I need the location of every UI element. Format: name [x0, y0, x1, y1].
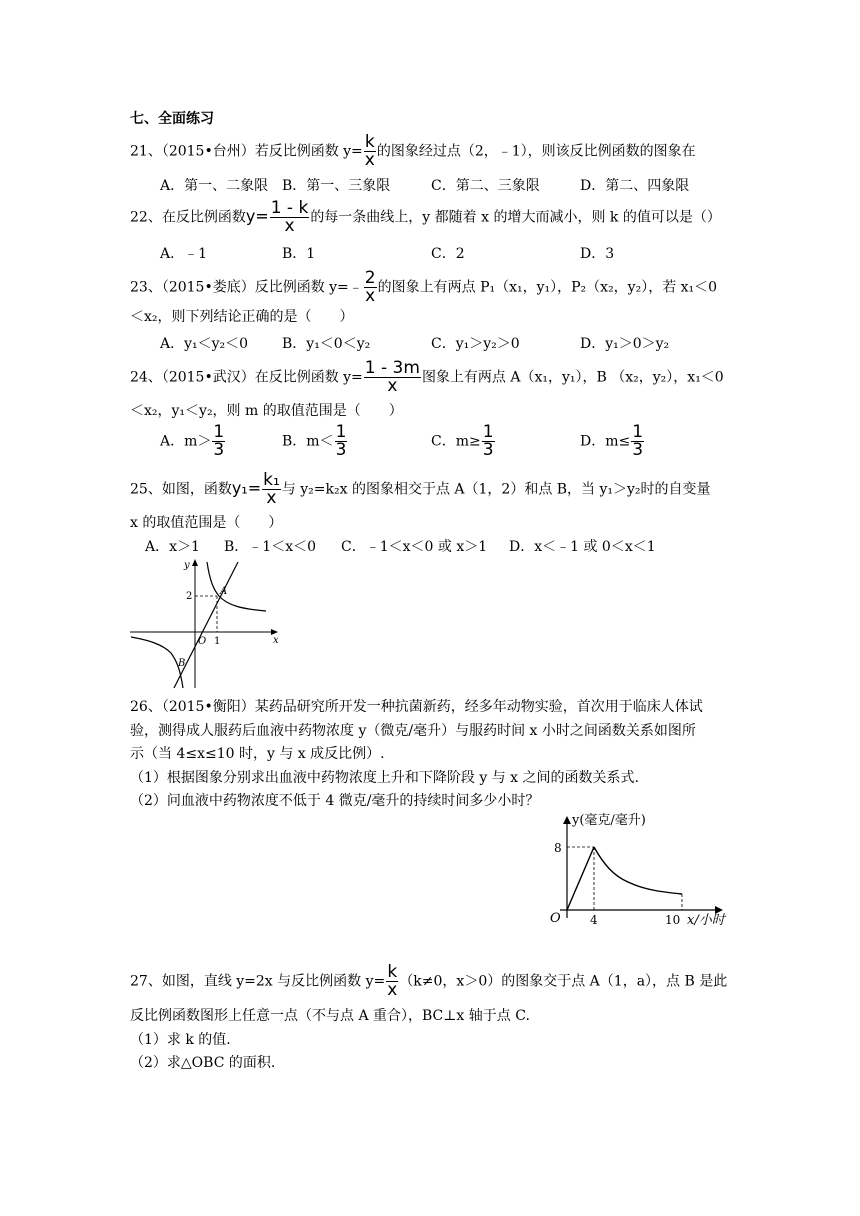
q23-stem: [130, 270, 717, 305]
q25-frac-den: x: [262, 489, 281, 507]
q25-suffix: 与 y₂=k₂x 的图象相交于点 A（1，2）和点 B，当 y₁＞y₂时的自变量: [281, 481, 711, 498]
q27-prefix: 27、如图，直线 y=2x 与反比例函数 y=: [130, 973, 386, 990]
q27-suffix: （k≠0，x＞0）的图象交于点 A（1，a），点 B 是此: [399, 973, 728, 990]
q22-stem: [130, 200, 721, 235]
q22-option-b: B．1: [282, 246, 316, 262]
q26-tick-10-label: 10: [665, 913, 681, 927]
q27-stem: [130, 964, 727, 999]
q24-option-a-label: A．m＞: [160, 433, 212, 450]
q24-option-b-num: 1: [335, 422, 347, 442]
q25-option-a: A．x＞1: [145, 539, 200, 555]
q24-option-a-den: 3: [213, 440, 225, 460]
q24-option-a-num: 1: [213, 422, 225, 442]
q27-sub1: （1）求 k 的值.: [130, 1032, 231, 1048]
q26-y-label: y(毫克/毫升): [572, 813, 646, 828]
q26-sub2: （2）问血液中药物浓度不低于 4 微克/毫升的持续时间多少小时？: [130, 793, 540, 809]
q25-curve-q1: [207, 562, 266, 611]
section-title: 七、全面练习: [130, 111, 214, 127]
q21-option-c: C．第二、三象限: [431, 178, 540, 194]
q23-frac-den: x: [365, 286, 376, 306]
q25-curve-q3: [131, 637, 186, 688]
q26-sub1: （1）根据图象分别求出血液中药物浓度上升和下降阶段 y 与 x 之间的函数关系式.: [130, 770, 639, 786]
q25-stem: [130, 472, 711, 507]
q26-tick-4-label: 4: [590, 913, 598, 927]
q21-prefix: 21、（2015•台州）若反比例函数 y=: [130, 143, 363, 160]
q25-point-a-label: A: [220, 586, 228, 597]
q24-option-c-den: 3: [482, 440, 494, 460]
q23-frac-num: 2: [364, 268, 376, 288]
q26-decay-curve: [594, 847, 682, 894]
q24-prefix: 24、（2015•武汉）在反比例函数 y=: [130, 369, 363, 386]
q24-frac-num: 1 - 3m: [364, 358, 420, 378]
q27-fraction: [386, 964, 398, 999]
q22-fraction: [270, 200, 310, 235]
q27-frac-den: x: [387, 980, 398, 1000]
q25-point-b-label: B: [178, 658, 186, 669]
q25-frac-num: k₁: [263, 470, 280, 490]
q22-y: y=: [245, 206, 269, 226]
q25-line-y2: [174, 562, 238, 688]
q24-option-a: [160, 424, 226, 459]
q25-option-d: D．x＜﹣1 或 0＜x＜1: [509, 539, 656, 555]
q24-option-b-label: B．m＜: [282, 433, 334, 450]
q25-option-b: B．﹣1＜x＜0: [224, 539, 316, 555]
q22-frac-den: x: [270, 217, 310, 235]
q24-stem: [130, 360, 724, 395]
q23-line2: ＜x₂，则下列结论正确的是（ ）: [130, 309, 354, 325]
q24-option-c: [431, 424, 496, 459]
q26-graph: [530, 810, 740, 932]
q25-x-label: x: [273, 635, 279, 646]
q24-option-d: [580, 424, 645, 459]
q25-origin-label: O: [198, 636, 207, 647]
q24-option-d-den: 3: [632, 440, 644, 460]
q22-frac-num: 1 - k: [270, 198, 309, 218]
q25-y-label: y: [184, 560, 190, 571]
q26-tick-8-label: 8: [554, 841, 562, 855]
q26-y-arrow: [563, 816, 571, 824]
q26-x-label: x/小时: [687, 913, 725, 928]
q22-option-d: D．3: [580, 246, 615, 262]
q25-prefix: 25、如图，函数: [130, 481, 232, 498]
q24-option-d-label: D．m≤: [580, 433, 631, 450]
q24-option-d-frac: [631, 424, 644, 459]
q23-option-a: A．y₁＜y₂＜0: [160, 336, 249, 352]
q22-prefix: 22、在反比例函数: [130, 209, 246, 226]
q26-line3: 示（当 4≤x≤10 时，y 与 x 成反比例）.: [130, 746, 385, 762]
q24-option-c-label: C．m≥: [431, 433, 481, 450]
q24-option-b: [282, 424, 348, 459]
q23-option-b: B．y₁＜0＜y₂: [282, 336, 371, 352]
q25-option-c: C．﹣1＜x＜0 或 x＞1: [341, 539, 488, 555]
q27-sub2: （2）求△OBC 的面积.: [130, 1055, 276, 1071]
q21-frac-den: x: [364, 150, 375, 170]
q26-rise-line: [567, 847, 594, 910]
q24-fraction: [364, 360, 421, 395]
q22-suffix: 的每一条曲线上，y 都随着 x 的增大而减小，则 k 的值可以是（）: [310, 209, 721, 226]
q22-option-c: C．2: [431, 246, 465, 262]
q27-line2: 反比例函数图形上任意一点（不与点 A 重合），BC⊥x 轴于点 C.: [130, 1008, 530, 1024]
q25-line2: x 的取值范围是（ ）: [130, 515, 283, 531]
q26-origin-label: O: [550, 911, 561, 926]
q23-prefix: 23、（2015•娄底）反比例函数 y=﹣: [130, 279, 363, 296]
q23-option-d: D．y₁＞0＞y₂: [580, 336, 670, 352]
q21-frac-num: k: [364, 132, 375, 152]
q21-stem: [130, 134, 696, 169]
q26-line1: 26、（2015•衡阳）某药品研究所开发一种抗菌新药，经多年动物实验，首次用于临床人体试: [130, 699, 703, 715]
q24-option-a-frac: [212, 424, 225, 459]
q24-option-c-num: 1: [482, 422, 494, 442]
q24-line2: ＜x₂，y₁＜y₂，则 m 的取值范围是（ ）: [130, 403, 403, 419]
q24-option-b-den: 3: [335, 440, 347, 460]
q25-graph: [128, 556, 280, 690]
q21-suffix: 的图象经过点（2，﹣1），则该反比例函数的图象在: [376, 143, 696, 160]
q25-y1: y₁=: [231, 478, 262, 498]
q25-tick-x-label: 1: [214, 636, 221, 647]
q24-frac-den: x: [364, 377, 421, 395]
q21-option-a: A．第一、二象限: [160, 178, 269, 194]
q23-suffix: 的图象上有两点 P₁（x₁，y₁），P₂（x₂，y₂），若 x₁＜0: [377, 279, 718, 296]
q25-y-arrow: [192, 559, 198, 566]
q25-fraction: [262, 472, 281, 507]
q22-option-a: A．﹣1: [160, 246, 208, 262]
q23-fraction: [364, 270, 377, 305]
q21-fraction: [364, 134, 376, 169]
q21-option-d: D．第二、四象限: [580, 178, 690, 194]
q24-option-c-frac: [482, 424, 495, 459]
q25-tick-y-label: 2: [186, 591, 193, 602]
q24-option-d-num: 1: [632, 422, 644, 442]
q26-line2: 验，测得成人服药后血液中药物浓度 y（微克/毫升）与服药时间 x 小时之间函数关系如图所: [130, 723, 696, 739]
q24-suffix: 图象上有两点 A（x₁，y₁），B （x₂，y₂），x₁＜0: [421, 369, 724, 386]
q23-option-c: C．y₁＞y₂＞0: [431, 336, 520, 352]
q21-option-b: B．第一、三象限: [282, 178, 391, 194]
q24-option-b-frac: [335, 424, 348, 459]
q27-frac-num: k: [387, 962, 398, 982]
